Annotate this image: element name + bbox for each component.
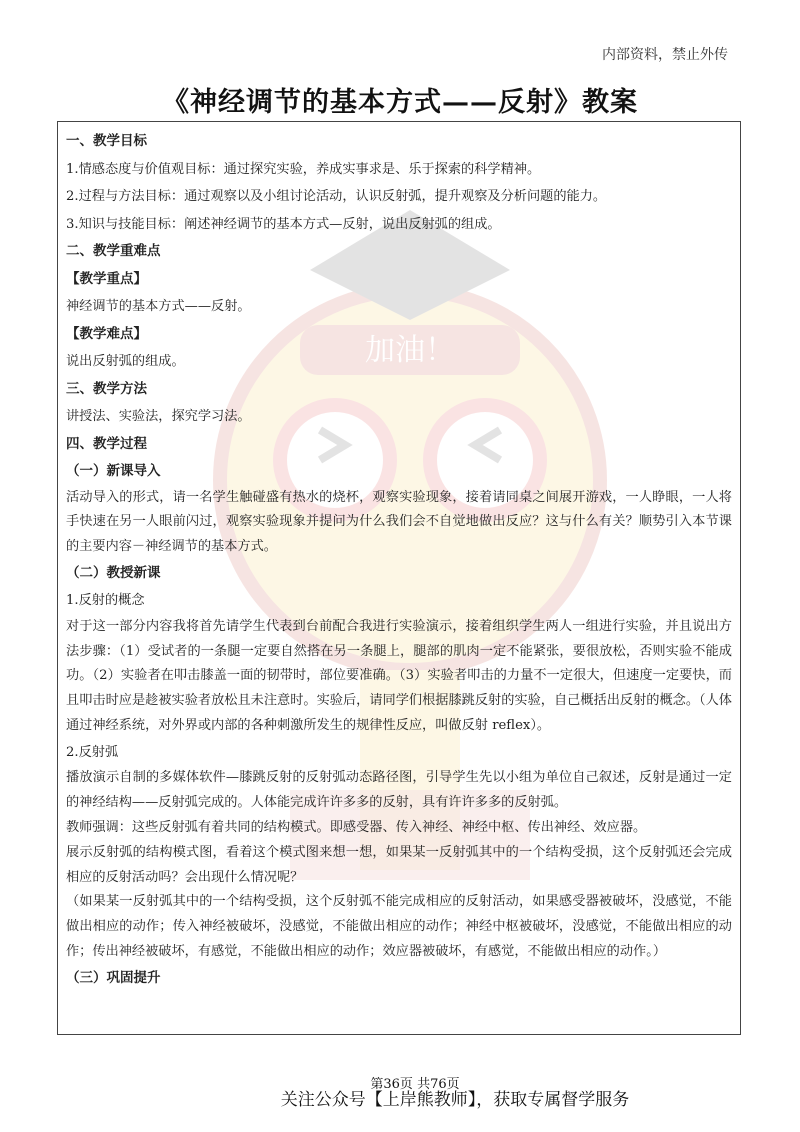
promo-text: 关注公众号【上岸熊教师】，获取专属督学服务 [280,1090,630,1110]
sub-heading: （三）巩固提升 [66,969,161,986]
lesson-plan-box [57,121,741,1035]
section-heading: 二、教学重难点 [66,243,161,259]
body-paragraph: 活动导入的形式，请一名学生触碰盛有热水的烧杯，观察实验现象，接着请同桌之间展开游戏，一人睁眼，一人将手快速在另一人眼前闪过，观察实验现象并提问为什么我们会不自觉地做出反应？这与什么有关？顺势引入本节课的主要内容－神经调节的基本方式。 [66,489,732,555]
section-heading: 三、教学方法 [66,380,147,397]
confidential-notice: 内部资料，禁止外传 [602,47,728,63]
section-heading: 四、教学过程 [66,435,147,452]
sub-heading: （二）教授新课 [66,564,161,581]
body-line: 2.过程与方法目标：通过观察以及小组讨论活动，认识反射弧，提升观察及分析问题的能力。 [66,189,607,204]
page-title: 《神经调节的基本方式——反射》教案 [162,87,638,118]
watermark-badge-text: 加油！ [365,333,455,368]
sub-heading: （一）新课导入 [66,463,161,479]
body-line: 神经调节的基本方式——反射。 [66,299,251,314]
body-paragraph: （如果某一反射弧其中的一个结构受损，这个反射弧不能完成相应的反射活动，如果感受器被破坏，没感觉，不能做出相应的动作；传入神经被破坏，没感觉，不能做出相应的动作；神经中枢被破坏，没感觉，不能做出相应的动作；传出神经被破坏，有感觉，不能做出相应的动作；效应器被破坏，有感觉，不能做出相应的动作。） [66,894,732,959]
body-line: 2.反射弧 [66,744,119,760]
body-line: 1.反射的概念 [66,593,145,609]
body-paragraph: 展示反射弧的结构模式图，看着这个模式图来想一想，如果某一反射弧其中的一个结构受损，这个反射弧还会完成相应的反射活动吗？会出现什么情况呢？ [66,844,732,885]
section-heading: 一、教学目标 [66,133,147,149]
page-number: 第36页 共76页 [370,1077,460,1092]
body-line: 讲授法、实验法，探究学习法。 [66,409,251,424]
body-paragraph: 播放演示自制的多媒体软件—膝跳反射的反射弧动态路径图，引导学生先以小组为单位自己叙述，反射是通过一定的神经结构——反射弧完成的。人体能完成许许多多的反射，具有许许多多的反射弧。 [66,770,732,811]
sub-heading: 【教学重点】 [66,270,147,287]
body-paragraph: 教师强调：这些反射弧有着共同的结构模式。即感受器、传入神经、神经中枢、传出神经、效应器。 [66,819,647,835]
body-paragraph: 对于这一部分内容我将首先请学生代表到台前配合我进行实验演示，接着组织学生两人一组进行实验，并且说出方法步骤：（1）受试者的一条腿一定要自然搭在另一条腿上，腿部的肌肉一定不能紧张，要很放松，否则实验不能成功。（2）实验者在叩击膝盖一面的韧带时，部位要准确。（3）实验者叩击的力量不一定很大，但速度一定要快，而且叩击时应是趁被实验者放松且未注意时。实验后，请同学们根据膝跳反射的实验，自己概括出反射的概念。（人体通过神经系统，对外界或内部的各种刺激所发生的规律性反应，叫做反射 reflex）。 [66,618,732,734]
sub-heading: 【教学难点】 [66,325,147,342]
lesson-plan-content [66,128,732,992]
body-line: 说出反射弧的组成。 [66,354,185,369]
body-line: 3.知识与技能目标：阐述神经调节的基本方式—反射，说出反射弧的组成。 [66,216,501,232]
body-line: 1.情感态度与价值观目标：通过探究实验，养成实事求是、乐于探索的科学精神。 [66,161,541,177]
